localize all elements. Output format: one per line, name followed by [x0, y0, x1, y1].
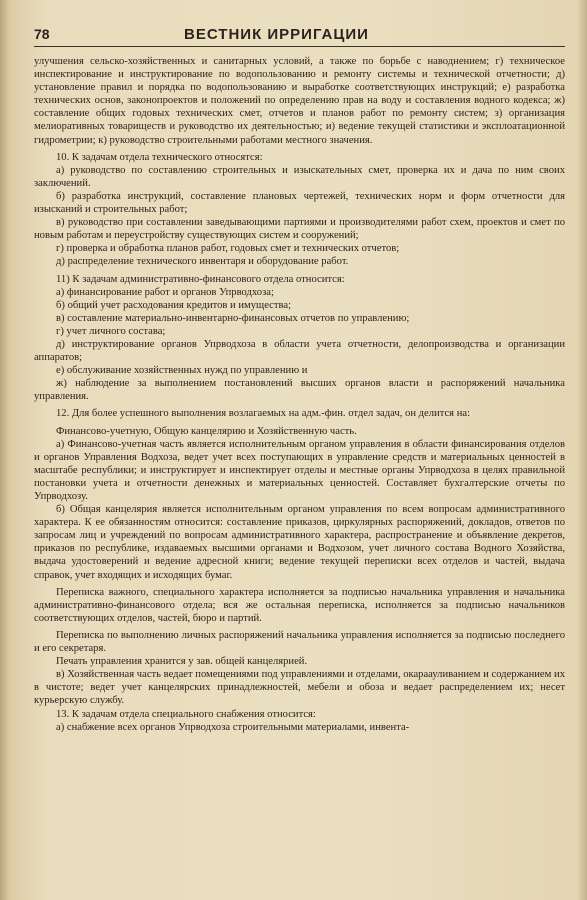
paragraph: Финансово-учетную, Общую канцелярию и Хозяйственную часть.	[56, 425, 357, 437]
paragraph: улучшения сельско-хозяйственных и санитарных условий, а также по борьбе с наводнением; г) техническое инспектирование и инструктирование по водопользованию и ремонту системы и технической отчетности; д) установление правил и порядка по водопользованию и выработке соответствующих инструкций; е) разработка технических основ, законопроектов и положений по определению прав на воду и составления водного кодекса; ж) составление общих годовых технических смет, отчетов и планов работ по ремонту систем; з) организация мелиоративных товариществ и руководство их деятельностью; и) ведение текущей статистики и эксплоатационной гидрометрии; к) руководство строительными работами местного значения.	[34, 56, 565, 146]
paragraph: 12. Для более успешного выполнения возлагаемых на адм.-фин. отдел задач, он делится на:	[56, 408, 471, 420]
paragraph: д) инструктирование органов Упрводхоза в области учета отчетности, делопроизводства и организации аппаратов;	[34, 338, 565, 364]
paragraph: а) Финансово-учетная часть является исполнительным органом управления в области финансирования отделов и органов Управления Водхоза, ведет учет всех поступающих в управление средств и материальных ценностей в масштабе республики; и инструктирует и инспектирует отделы и местные органы Упрводхоза в целях правильной постановки учета и отчетности денежных и материальных ценностей. Составляет бухгалтерские отчеты по Упрводхозу.	[34, 438, 565, 502]
paragraph: б) разработка инструкций, составление плановых чертежей, технических норм и форм отчетности для изысканий и строительных работ;	[34, 190, 565, 216]
paragraph: д) распределение технического инвентаря и оборудование работ.	[56, 256, 349, 268]
paragraph: а) руководство по составлению строительных и изыскательных смет, проверка их и дача по ним своих заключений.	[34, 164, 565, 189]
paragraph: а) снабжение всех органов Упрводхоза строительными материалами, инвента-	[56, 721, 410, 733]
paragraph: г) учет личного состава;	[56, 325, 166, 337]
paragraph: ж) наблюдение за выполнением постановлений высших органов власти и распоряжений начальника управления.	[34, 378, 565, 403]
body-text	[34, 55, 565, 734]
paragraph: в) Хозяйственная часть ведает помещениями под управлениями и отделами, окараауливанием и содержанием их в чистоте; ведет учет канцелярских принадлежностей, мебели и обоза и ведает распределением их; несет курьерскую службу.	[34, 669, 565, 707]
paragraph: 13. К задачам отдела специального снабжения относится:	[56, 708, 316, 720]
page-edge-shadow-right	[577, 0, 587, 900]
paragraph: Переписка по выполнению личных распоряжений начальника управления исполняется за подписью последнего и его секретаря.	[34, 629, 565, 655]
paragraph: б) Общая канцелярия является исполнительным органом управления по всем вопросам административного характера. К ее обязанностям относится: составление приказов, циркулярных распоряжений, докладов, ответов по запросам лиц и учреждений по вопросам административного характера, распространение и объявление декретов, приказов по республике, издаваемых высшими органами и Водхозом, учет личного состава Водного Хозяйства, выдача удостоверений и ведение адресной книги; ведение текущей переписки всех отделов и частей, выдача справок, учет входящих и исходящих бумаг.	[34, 504, 565, 581]
paragraph: в) составление материально-инвентарно-финансовых отчетов по управлению;	[56, 312, 410, 324]
paragraph: Переписка важного, специального характера исполняется за подписью начальника управления и начальника административно-финансового отдела; вся же остальная переписка, исполняется за подписью начальников соответствующих отделов, частей, бюро и партий.	[34, 586, 565, 624]
paragraph: 11) К задачам административно-финансового отдела относится:	[56, 273, 345, 285]
paragraph: 10. К задачам отдела технического относятся:	[56, 151, 263, 163]
page-number: 78	[34, 26, 50, 42]
paragraph: в) руководство при составлении заведывающими партиями и производителями работ схем, проектов и смет по новым работам и переустройству существующих систем и сооружений;	[34, 217, 565, 242]
page-header	[34, 26, 565, 47]
page-edge-shadow-left	[0, 0, 10, 900]
paragraph: г) проверка и обработка планов работ, годовых смет и технических отчетов;	[56, 243, 400, 255]
paragraph: е) обслуживание хозяйственных нужд по управлению и	[56, 365, 308, 377]
paragraph: б) общий учет расходования кредитов и имущества;	[56, 299, 292, 311]
journal-title: ВЕСТНИК ИРРИГАЦИИ	[184, 26, 369, 43]
paragraph: Печать управления хранится у зав. общей канцелярией.	[56, 656, 308, 668]
paragraph: а) финансирование работ и органов Упрводхоза;	[56, 286, 274, 298]
